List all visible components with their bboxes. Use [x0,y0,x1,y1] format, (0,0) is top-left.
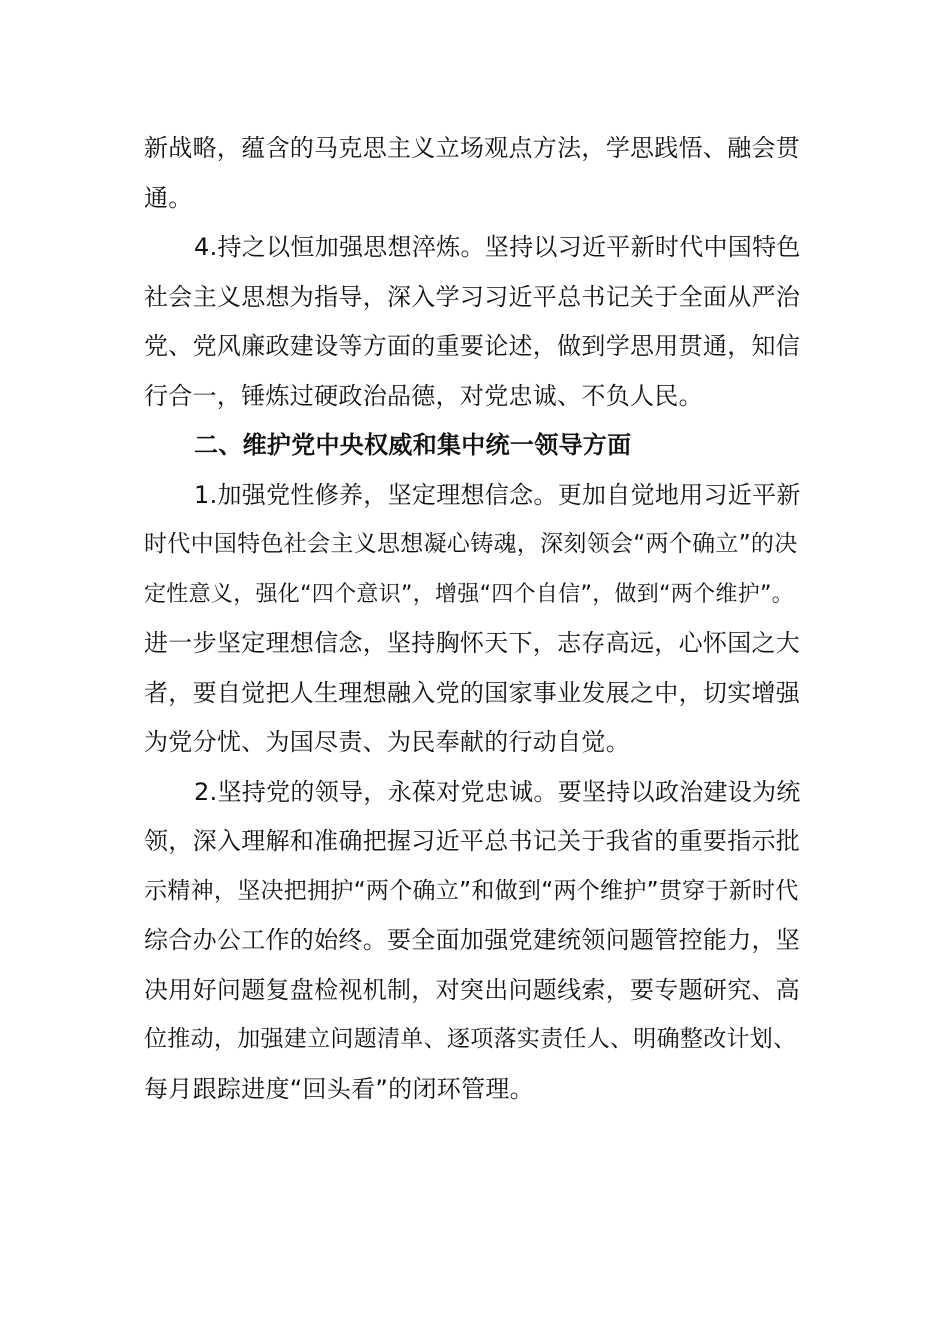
text-line: 位推动，加强建立问题清单、逐项落实责任人、明确整改计划、 [144,1026,797,1052]
text-line: 决用好问题复盘检视机制，对突出问题线索，要专题研究、高 [144,975,801,1004]
text-line: 示精神，坚决把拥护“两个确立”和做到“两个维护”贯穿于新时代 [144,877,799,904]
paragraph-start: 1.加强党性修养，坚定理想信念。更加自觉地用习近平新 [194,480,801,509]
text-line: 每月跟踪进度“回头看”的闭环管理。 [144,1074,534,1103]
paragraph-start: 4.持之以恒加强思想淬炼。坚持以习近平新时代中国特色 [194,233,801,261]
section-heading: 二、维护党中央权威和集中统一领导方面 [194,431,632,459]
text-line: 进一步坚定理想信念，坚持胸怀天下，志存高远，心怀国之大 [144,629,801,657]
text-line: 定性意义，强化“四个意识”，增强“四个自信”，做到“两个维护”。 [144,581,794,607]
document-body [144,124,806,1114]
paragraph-start: 2.坚持党的领导，永葆对党忠诚。要坚持以政治建设为统 [194,777,801,806]
text-line: 领，深入理解和准确把握习近平总书记关于我省的重要指示批 [144,827,801,855]
text-line: 综合办公工作的始终。要全面加强党建统领问题管控能力，坚 [144,926,801,954]
text-line: 者，要自觉把人生理想融入党的国家事业发展之中，切实增强 [144,678,801,707]
text-line: 新战略，蕴含的马克思主义立场观点方法，学思践悟、融会贯 [144,134,801,162]
text-line: 通。 [144,183,193,212]
text-line: 社会主义思想为指导，深入学习习近平总书记关于全面从严治 [144,282,801,311]
text-line: 时代中国特色社会主义思想凝心铸魂，深刻领会“两个确立”的决 [144,531,798,557]
text-line: 党、党风廉政建设等方面的重要论述，做到学思用贯通，知信 [144,332,801,360]
text-line: 为党分忧、为国尽责、为民奉献的行动自觉。 [144,728,630,756]
text-line: 行合一，锤炼过硬政治品德，对党忠诚、不负人民。 [144,381,703,410]
